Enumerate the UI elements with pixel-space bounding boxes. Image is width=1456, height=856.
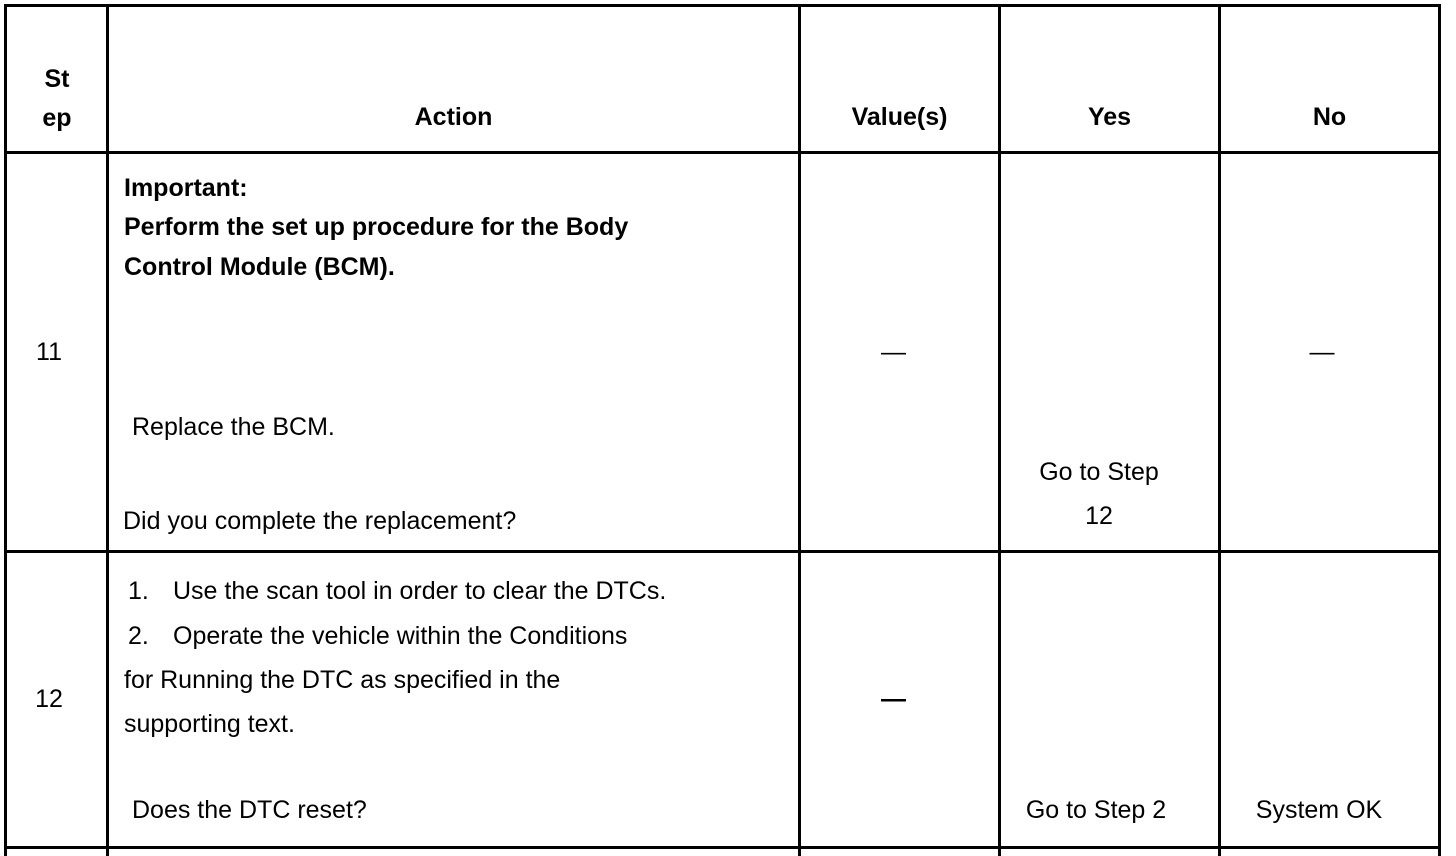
table-border-bottom [4, 846, 1441, 849]
row-11-value: — [881, 338, 906, 366]
row-11-important-line1: Perform the set up procedure for the Body [124, 213, 629, 241]
header-divider [4, 151, 1441, 154]
row-divider [4, 550, 1441, 553]
header-yes: Yes [1087, 103, 1132, 131]
row-12-question: Does the DTC reset? [132, 796, 367, 824]
row-12-item2-continuation-1: for Running the DTC as specified in the [124, 666, 561, 694]
header-values: Value(s) [851, 103, 948, 131]
row-12-item2-text: Operate the vehicle within the Conditions [173, 622, 628, 650]
row-12-yes: Go to Step 2 [1025, 796, 1167, 824]
table-border-top [4, 4, 1441, 7]
row-11-no: — [1309, 338, 1335, 366]
table-border-left [4, 4, 7, 856]
row-12-value: — [881, 685, 906, 713]
header-step-line1: St [44, 65, 70, 93]
row-11-instruction: Replace the BCM. [132, 413, 335, 441]
row-12-item1-text: Use the scan tool in order to clear the DTCs. [173, 577, 667, 605]
header-step-line2: ep [42, 104, 72, 132]
header-action: Action [414, 103, 493, 131]
row-12-no: System OK [1255, 796, 1383, 824]
row-12-item1-number: 1. [128, 577, 149, 605]
row-11-question: Did you complete the replacement? [123, 507, 517, 535]
row-11-important-line2: Control Module (BCM). [124, 253, 395, 281]
row-12-item2-number: 2. [128, 622, 149, 650]
row-12-step: 12 [35, 685, 63, 713]
row-11-important-label: Important: [124, 174, 248, 202]
table-border-right [1438, 4, 1441, 856]
row-11-yes-line1: Go to Step [1039, 458, 1159, 486]
row-11-yes-line2: 12 [1085, 502, 1113, 530]
row-12-item2-continuation-2: supporting text. [124, 710, 295, 738]
row-11-step: 11 [36, 338, 62, 366]
header-no: No [1312, 103, 1347, 131]
